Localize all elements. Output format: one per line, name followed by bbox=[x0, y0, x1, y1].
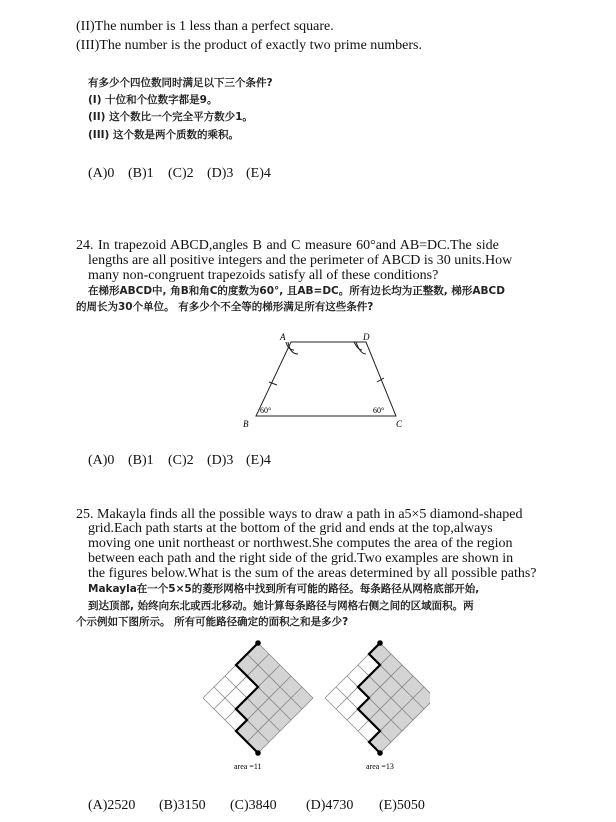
label-a: A bbox=[280, 332, 286, 342]
angle-b-label: 60° bbox=[260, 406, 272, 415]
choice-a[interactable]: (A)0 bbox=[88, 453, 115, 468]
trapezoid-figure bbox=[236, 330, 416, 430]
path-endpoint bbox=[377, 750, 383, 756]
angle-c-label: 60° bbox=[373, 406, 385, 415]
path-endpoint bbox=[255, 750, 261, 756]
choice-d[interactable]: (D)4730 bbox=[306, 798, 354, 813]
prev-condition-3: (III)The number is the product of exactly two prime numbers. bbox=[76, 38, 423, 53]
choice-c[interactable]: (C)2 bbox=[168, 166, 194, 181]
prev-answer-choices bbox=[88, 166, 271, 182]
q25-text-line-2: grid.Each path starts at the bottom of the grid and ends at the top,always bbox=[88, 521, 493, 536]
label-d: D bbox=[363, 332, 370, 342]
q25-text-line-3: moving one unit northeast or northwest.She computes the area of the region bbox=[88, 536, 513, 551]
q24-answer-choices bbox=[88, 453, 271, 469]
figure-2-area-label: area =13 bbox=[366, 762, 394, 771]
figure-1-area-label: area =11 bbox=[234, 762, 262, 771]
q25-text-line-4: between each path and the right side of the grid.Two examples are shown in bbox=[88, 551, 514, 566]
prev-zh-condition-1: (I) 十位和个位数字都是9。 bbox=[88, 94, 218, 106]
choice-d[interactable]: (D)3 bbox=[207, 166, 234, 181]
label-b: B bbox=[243, 419, 249, 429]
prev-zh-condition-2: (II) 这个数比一个完全平方数少1。 bbox=[88, 111, 253, 123]
prev-zh-question: 有多少个四位数同时满足以下三个条件? bbox=[88, 77, 273, 89]
choice-e[interactable]: (E)4 bbox=[246, 453, 271, 468]
choice-b[interactable]: (B)1 bbox=[128, 453, 154, 468]
path-endpoint bbox=[255, 640, 261, 646]
choice-a[interactable]: (A)2520 bbox=[88, 798, 136, 813]
label-c: C bbox=[396, 419, 403, 429]
q24-text-line-2: lengths are all positive integers and the perimeter of ABCD is 30 units.How bbox=[88, 253, 513, 268]
trapezoid-shape bbox=[256, 342, 396, 416]
choice-b[interactable]: (B)3150 bbox=[159, 798, 206, 813]
q24-zh-line-2: 的周长为30个单位。 有多少个不全等的梯形满足所有这些条件? bbox=[76, 301, 374, 313]
q25-text-line-1: 25. Makayla finds all the possible ways to draw a path in a5×5 diamond-shaped bbox=[76, 507, 523, 522]
q25-zh-line-2: 到达顶部, 始终向东北或西北移动。她计算每条路径与网格右侧之间的区域面积。两 bbox=[88, 600, 474, 612]
choice-e[interactable]: (E)5050 bbox=[379, 798, 425, 813]
diamond-grid-2 bbox=[325, 640, 430, 756]
q24-text-line-1: 24. In trapezoid ABCD,angles B and C measure 60°and AB=DC.The side bbox=[76, 238, 499, 253]
prev-condition-2: (II)The number is 1 less than a perfect square. bbox=[76, 19, 334, 34]
q25-zh-line-1: Makayla在一个5×5的菱形网格中找到所有可能的路径。每条路径从网格底部开始, bbox=[88, 583, 480, 595]
diamond-grid-1 bbox=[203, 640, 313, 756]
q24-zh-line-1: 在梯形ABCD中, 角B和角C的度数为60°, 且AB=DC。所有边长均为正整数, 梯形ABCD bbox=[88, 285, 505, 297]
q24-text-line-3: many non-congruent trapezoids satisfy all of these conditions? bbox=[88, 268, 439, 283]
choice-c[interactable]: (C)2 bbox=[168, 453, 194, 468]
q25-zh-line-3: 个示例如下图所示。 所有可能路径确定的面积之和是多少? bbox=[76, 616, 349, 628]
tick-ab bbox=[269, 382, 277, 385]
choice-a[interactable]: (A)0 bbox=[88, 166, 115, 181]
diamond-grids-figure bbox=[200, 640, 430, 775]
q25-answer-choices bbox=[88, 798, 425, 814]
choice-d[interactable]: (D)3 bbox=[207, 453, 234, 468]
q25-text-line-5: the figures below.What is the sum of the areas determined by all possible paths? bbox=[88, 566, 537, 581]
choice-e[interactable]: (E)4 bbox=[246, 166, 271, 181]
path-endpoint bbox=[377, 640, 383, 646]
prev-zh-condition-3: (III) 这个数是两个质数的乘积。 bbox=[88, 129, 239, 141]
choice-b[interactable]: (B)1 bbox=[128, 166, 154, 181]
angle-arc-a-2 bbox=[288, 342, 298, 354]
choice-c[interactable]: (C)3840 bbox=[230, 798, 277, 813]
